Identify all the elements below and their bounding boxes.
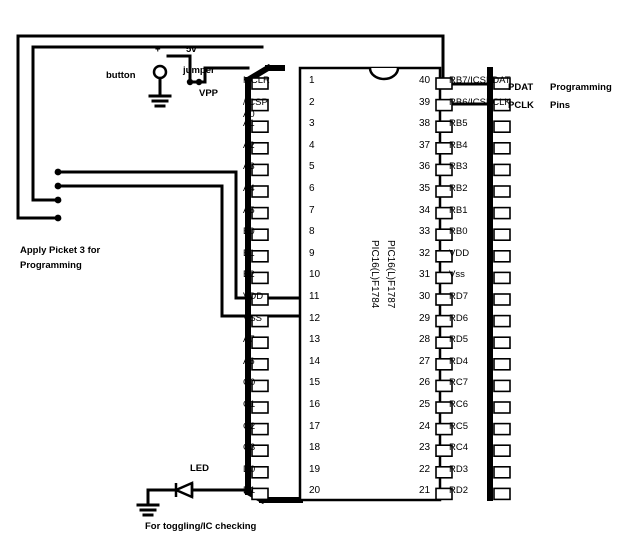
led-note: For toggling/IC checking [145,521,257,532]
right-pin-label-25: RC6 [449,399,469,410]
left-pin-number-4: 4 [309,139,315,151]
right-pin-number-26: 26 [419,377,431,389]
prog-rail-box-19 [494,467,510,478]
right-pin-number-36: 36 [419,161,431,173]
left-pin-number-20: 20 [309,485,321,497]
right-pin-label-27: RD4 [449,355,469,367]
right-pin-label-21: RD2 [449,485,469,497]
right-pin-label-40: RB7/ICSPDAT [449,75,511,86]
left-pin-label-8: E0 [243,226,255,238]
prog-rail-box-7 [494,208,510,219]
prog-rail-box-5 [494,164,510,175]
right-pin-label-33: RB0 [449,226,468,238]
right-pin-number-37: 37 [419,139,431,151]
left-pin-number-1: 1 [309,75,315,86]
left-pin-number-19: 19 [309,463,321,475]
programming-pins-line1: Programming [550,82,612,93]
left-pin-label-2: /ICSP [243,96,268,108]
left-pin-label-9: E1 [243,247,255,259]
left-pin-number-5: 5 [309,161,315,173]
left-pin-number-10: 10 [309,269,321,281]
prog-rail-box-9 [494,251,510,262]
right-pin-number-39: 39 [419,96,431,108]
programming-pins-line2: Pins [550,100,571,111]
prog-rail-box-18 [494,445,510,456]
right-pin-number-34: 34 [419,204,431,216]
plus-label: + [155,44,161,55]
prog-rail-box-13 [494,337,510,348]
left-pin-label-7: A5 [243,204,255,216]
right-pin-number-21: 21 [419,485,431,497]
left-pin-number-6: 6 [309,183,315,194]
right-pin-number-28: 28 [419,334,431,346]
left-pin-label-17: C2 [243,420,256,432]
prog-rail-box-8 [494,229,510,240]
prog-rail-box-12 [494,316,510,327]
right-pin-number-23: 23 [419,442,431,454]
left-pin-number-9: 9 [309,247,315,259]
right-pin-number-35: 35 [419,183,431,194]
note-picket-line2: Programming [20,260,82,271]
right-pin-label-38: RB5 [449,118,468,130]
right-pin-number-30: 30 [419,291,431,302]
prog-rail-box-10 [494,272,510,283]
prog-rail-box-6 [494,186,510,197]
right-pin-number-29: 29 [419,312,431,324]
jumper-label: jumper [183,65,215,76]
prog-rail-box-15 [494,380,510,391]
right-pin-number-32: 32 [419,247,431,259]
right-pin-label-28: RD5 [449,334,469,346]
right-pin-label-34: RB1 [449,204,468,216]
right-pin-number-33: 33 [419,226,431,238]
left-pin-number-17: 17 [309,420,321,432]
right-pin-label-30: RD7 [449,291,469,302]
left-pin-label-20: D1 [243,485,256,497]
prog-rail-box-16 [494,402,510,413]
left-pin-label-13: A7 [243,334,255,346]
left-pin-label-14: A6 [243,355,255,367]
pclk-label: PCLK [508,100,534,111]
left-pin-label-3: A1 [243,118,255,130]
left-pin-number-14: 14 [309,355,321,367]
right-pin-label-26: RC7 [449,377,469,389]
supply-label: 5v [186,44,197,55]
right-pin-number-40: 40 [419,75,431,86]
left-pin-number-12: 12 [309,312,321,324]
left-pin-label-10: E2 [243,269,255,281]
left-pin-label-16: C1 [243,399,256,410]
left-pin-label-18: C3 [243,442,256,454]
right-pin-label-36: RB3 [449,161,468,173]
note-picket-line1: Apply Picket 3 for [20,245,101,256]
left-pin-number-13: 13 [309,334,321,346]
prog-rail-box-11 [494,294,510,305]
left-pin-number-18: 18 [309,442,321,454]
left-pin-number-2: 2 [309,96,315,108]
right-pin-label-35: RB2 [449,183,468,194]
button-label: button [106,70,136,81]
chip-name-2: PIC16(L)F1787 [385,240,396,309]
left-pin-number-15: 15 [309,377,321,389]
right-pin-number-25: 25 [419,399,431,410]
right-pin-number-22: 22 [419,463,431,475]
left-pin-number-16: 16 [309,399,321,410]
left-pin-label-5: A3 [243,161,255,173]
right-pin-label-29: RD6 [449,312,469,324]
left-pin-label-11: VDD [243,291,264,302]
right-pin-number-24: 24 [419,420,431,432]
prog-rail-box-4 [494,143,510,154]
left-pin-number-3: 3 [309,118,315,130]
left-pin-label-6: A4 [243,183,255,194]
right-pin-label-39: RB6/ICSPCLK [449,96,511,108]
right-pin-label-31: Vss [449,269,465,281]
prog-rail-box-3 [494,121,510,132]
prog-rail-box-14 [494,359,510,370]
right-pin-label-22: RD3 [449,463,469,475]
prog-rail-box-17 [494,424,510,435]
left-pin-number-8: 8 [309,226,315,238]
chip-name-1: PIC16(L)F1784 [369,240,380,309]
left-pin-label-12: VSS [243,312,263,324]
led-label: LED [190,463,209,474]
right-pin-number-31: 31 [419,269,431,281]
left-pin-label-19: D0 [243,463,256,475]
left-pin-label-1: MCLR [243,75,270,86]
left-pin-label-15: C0 [243,377,256,389]
left-pin-label2-2: A0 [243,108,255,120]
right-pin-number-27: 27 [419,355,431,367]
prog-rail-box-20 [494,488,510,499]
right-pin-label-37: RB4 [449,139,468,151]
right-pin-label-23: RC4 [449,442,469,454]
left-pin-label-4: A2 [243,139,255,151]
right-pin-label-32: VDD [449,247,470,259]
right-pin-number-38: 38 [419,118,431,130]
right-pin-label-24: RC5 [449,420,469,432]
left-pin-number-11: 11 [309,291,320,302]
left-pin-number-7: 7 [309,204,315,216]
pdat-label: PDAT [508,82,534,93]
vpp-label: VPP [199,88,219,99]
